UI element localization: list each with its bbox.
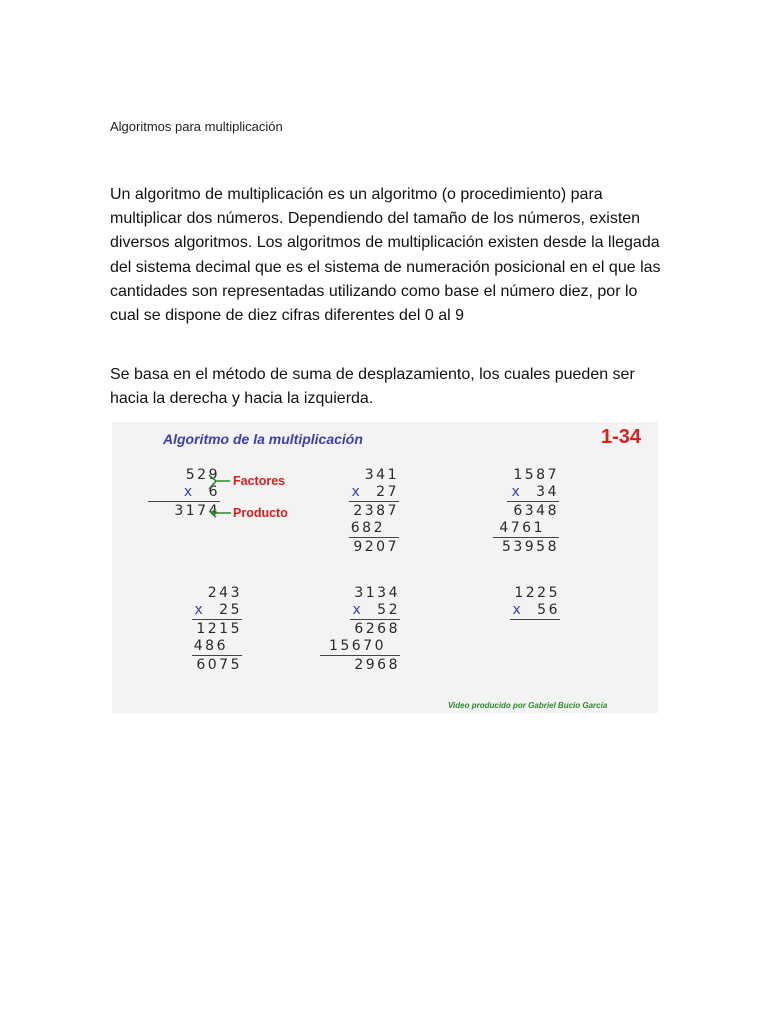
multiplicand: 529: [185, 467, 220, 483]
divider-line: [349, 537, 399, 538]
divider-line: [350, 619, 400, 620]
figure-credit: Video producido por Gabriel Bucio García: [448, 701, 608, 710]
calc-example-3: [479, 467, 559, 556]
multiplier-row: [320, 602, 400, 619]
divider-line: [192, 655, 242, 656]
partial-product-2: [320, 638, 400, 655]
multiplicand: 341: [364, 467, 399, 483]
result: 6075: [196, 657, 242, 673]
document-title: Algoritmos para multiplicación: [110, 119, 283, 134]
multiply-sign: x: [194, 602, 206, 618]
result: 9207: [353, 539, 399, 555]
divider-line: [510, 619, 560, 620]
multiplier: 27: [376, 484, 399, 500]
multiplier: 56: [537, 602, 560, 618]
figure-title: Algoritmo de la multiplicación: [163, 431, 363, 447]
producto-arrow: [207, 507, 233, 519]
calc-example-6: [480, 585, 560, 621]
multiplier-row: [480, 602, 560, 619]
divider-line: [320, 655, 400, 656]
multiply-sign: x: [511, 484, 523, 500]
calc-example-2: [319, 467, 399, 556]
figure-number: 1-34: [601, 426, 642, 448]
multiply-sign: x: [351, 484, 363, 500]
partial-product-1: 6348: [513, 503, 559, 519]
partial-product-2: [162, 638, 242, 655]
producto-label: Producto: [233, 506, 288, 520]
multiply-sign: x: [512, 602, 524, 618]
partial-product-2-value: 4761: [499, 520, 545, 536]
multiplicand: 1587: [513, 467, 559, 483]
divider-line: [493, 537, 559, 538]
divider-line: [192, 619, 242, 620]
multiplicand: 243: [207, 585, 242, 601]
multiplier-row: [162, 602, 242, 619]
multiplier-row: [319, 484, 399, 501]
multiplicand: 3134: [354, 585, 400, 601]
factores-arrow: [204, 469, 232, 497]
partial-product-2-value: 682: [350, 520, 385, 536]
partial-product-2-value: 15670: [328, 638, 386, 654]
factores-label: Factores: [233, 474, 286, 488]
result: 53958: [501, 539, 559, 555]
partial-product-1: 2387: [353, 503, 399, 519]
multiplier: 52: [377, 602, 400, 618]
divider-line: [148, 501, 220, 502]
result: 2968: [354, 657, 400, 673]
calc-example-5: [320, 585, 400, 674]
calc-example-4: [162, 585, 242, 674]
multiplier-row: [479, 484, 559, 501]
partial-product-2: [319, 520, 399, 537]
paragraph-intro: Un algoritmo de multiplicación es un algoritmo (o procedimiento) para multiplicar dos números. Dependiendo del tamaño de los números, existen diversos algoritmos. Los algoritmos de multiplicación existen desde la llegada del sistema decimal que es el sistema de numeración posicional en el que las cantidades son representadas utilizando como base el número diez, por lo cual se dispone de diez cifras diferentes del 0 al 9: [110, 186, 661, 325]
multiplier: 6: [208, 484, 220, 500]
partial-product-1: 1215: [196, 621, 242, 637]
multiplier: 25: [219, 602, 242, 618]
multiplicand: 1225: [514, 585, 560, 601]
multiply-sign: x: [183, 484, 195, 500]
partial-product-1: 6268: [354, 621, 400, 637]
multiplication-figure: [112, 422, 658, 713]
divider-line: [507, 501, 559, 502]
multiply-sign: x: [352, 602, 364, 618]
result: 3174: [174, 503, 220, 519]
divider-line: [349, 501, 399, 502]
partial-product-2: [479, 520, 559, 537]
partial-product-2-value: 486: [193, 638, 228, 654]
paragraph-method: Se basa en el método de suma de desplazamiento, los cuales pueden ser hacia la derecha y hacia la izquierda.: [110, 366, 635, 408]
multiplier: 34: [536, 484, 559, 500]
